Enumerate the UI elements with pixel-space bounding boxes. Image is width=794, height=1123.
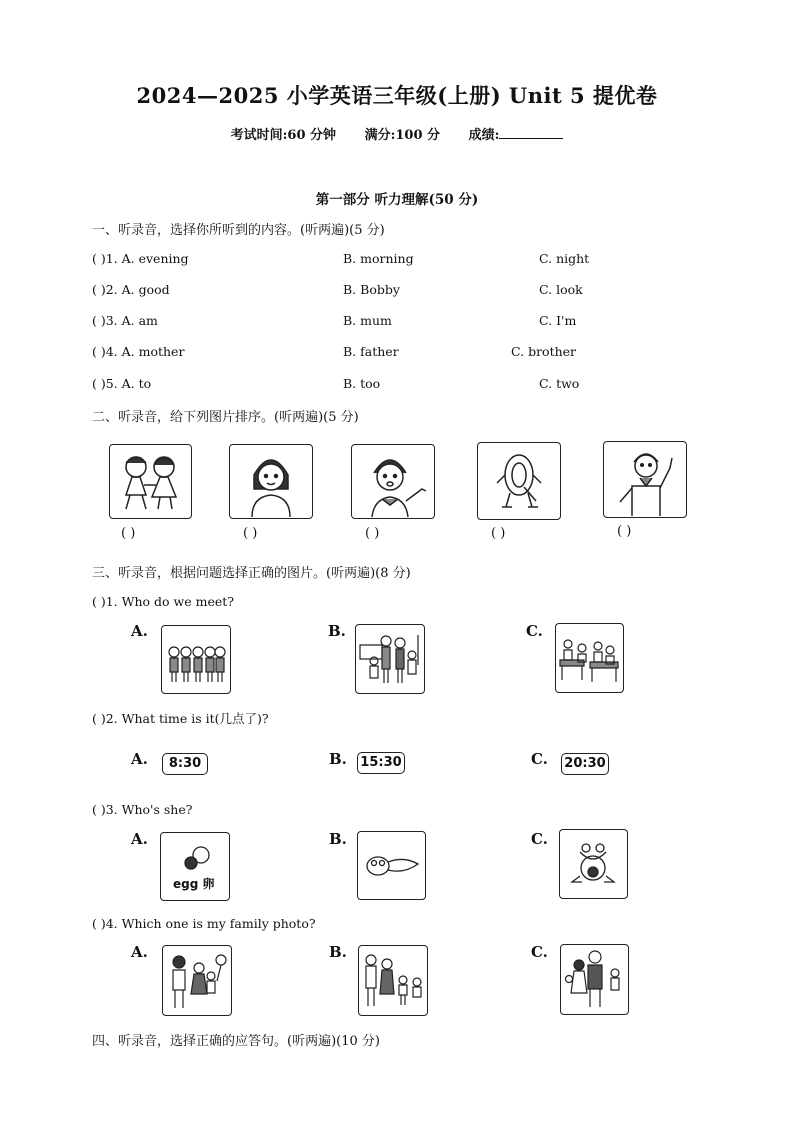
sec1-q4-c: C. brother bbox=[511, 344, 577, 359]
sec3-q4-a-letter: A. bbox=[131, 943, 148, 961]
sec3-q2-c-letter: C. bbox=[531, 750, 548, 768]
sec3-q2: ( )2. What time is it(几点了)? bbox=[92, 711, 269, 726]
sec1-q4-b: B. father bbox=[343, 344, 399, 359]
sec1-q5-c: C. two bbox=[539, 376, 580, 391]
sec3-q2-a-letter: A. bbox=[131, 750, 148, 768]
sec3-q4-c-picture bbox=[560, 944, 629, 1015]
exam-full-score: 满分:100 分 bbox=[364, 128, 441, 143]
sec3-q1-c-picture bbox=[555, 623, 624, 693]
part1-title: 第一部分 听力理解(50 分) bbox=[315, 192, 479, 208]
sec3-q1-b-picture bbox=[355, 624, 425, 694]
exam-time: 考试时间:60 分钟 bbox=[230, 128, 337, 143]
sec3-q1: ( )1. Who do we meet? bbox=[92, 594, 234, 609]
sec2-title: 二、听录音，给下列图片排序。(听两遍)(5 分) bbox=[92, 410, 359, 425]
sec1-q3: ( )3. A. am bbox=[92, 313, 158, 328]
sec1-q3-c: C. I'm bbox=[539, 313, 577, 328]
sec3-q1-c-letter: C. bbox=[526, 622, 543, 640]
clock-a: 8:30 bbox=[162, 753, 208, 775]
sec3-q3-a-picture bbox=[160, 832, 230, 901]
sec3-title: 三、听录音，根据问题选择正确的图片。(听两遍)(8 分) bbox=[92, 566, 411, 581]
sec3-q2-b-letter: B. bbox=[329, 750, 347, 768]
sec3-q3-b-letter: B. bbox=[329, 830, 347, 848]
picture-boy-waving bbox=[603, 441, 687, 518]
exam-info bbox=[0, 124, 794, 143]
sec3-q3-c-picture bbox=[559, 829, 628, 899]
order-paren-1: ( ) bbox=[121, 526, 136, 541]
exam-score-field bbox=[469, 128, 564, 143]
sec1-q2: ( )2. A. good bbox=[92, 282, 170, 297]
order-paren-2: ( ) bbox=[243, 526, 258, 541]
sec3-q4-b-letter: B. bbox=[329, 943, 347, 961]
score-label: 成绩: bbox=[468, 128, 500, 143]
score-blank bbox=[499, 126, 563, 139]
sec3-q4-b-picture bbox=[358, 945, 428, 1016]
sec3-q4-a-picture bbox=[162, 945, 232, 1016]
sec3-q1-b-letter: B. bbox=[328, 622, 346, 640]
sec1-q1: ( )1. A. evening bbox=[92, 251, 189, 266]
clock-b: 15:30 bbox=[357, 752, 405, 774]
sec3-q3-b-picture bbox=[357, 831, 426, 900]
order-paren-4: ( ) bbox=[491, 526, 506, 541]
clock-c: 20:30 bbox=[561, 753, 609, 775]
sec1-q1-b: B. morning bbox=[343, 251, 414, 266]
sec3-q1-a-letter: A. bbox=[131, 622, 148, 640]
page-title: 2024—2025 小学英语三年级(上册) Unit 5 提优卷 bbox=[136, 83, 658, 108]
sec3-q1-a-picture bbox=[161, 625, 231, 694]
picture-two-kids bbox=[109, 444, 192, 519]
sec1-q5: ( )5. A. to bbox=[92, 376, 152, 391]
picture-girl bbox=[229, 444, 313, 519]
sec1-q5-b: B. too bbox=[343, 376, 381, 391]
sec1-title: 一、听录音，选择你所听到的内容。(听两遍)(5 分) bbox=[92, 223, 385, 238]
sec3-q4: ( )4. Which one is my family photo? bbox=[92, 916, 316, 931]
sec4-title: 四、听录音，选择正确的应答句。(听两遍)(10 分) bbox=[92, 1034, 380, 1049]
sec1-q4: ( )4. A. mother bbox=[92, 344, 185, 359]
sec3-q3-c-letter: C. bbox=[531, 830, 548, 848]
sec3-q4-c-letter: C. bbox=[531, 943, 548, 961]
egg-label: egg 卵 bbox=[173, 877, 215, 891]
picture-boy-pointing bbox=[351, 444, 435, 519]
sec3-q3: ( )3. Who's she? bbox=[92, 802, 193, 817]
sec1-q3-b: B. mum bbox=[343, 313, 392, 328]
picture-letter-character bbox=[477, 442, 561, 520]
sec3-q3-a-letter: A. bbox=[131, 830, 148, 848]
sec1-q1-c: C. night bbox=[539, 251, 590, 266]
order-paren-3: ( ) bbox=[365, 526, 380, 541]
sec1-q2-b: B. Bobby bbox=[343, 282, 400, 297]
sec1-q2-c: C. look bbox=[539, 282, 583, 297]
order-paren-5: ( ) bbox=[617, 524, 632, 539]
